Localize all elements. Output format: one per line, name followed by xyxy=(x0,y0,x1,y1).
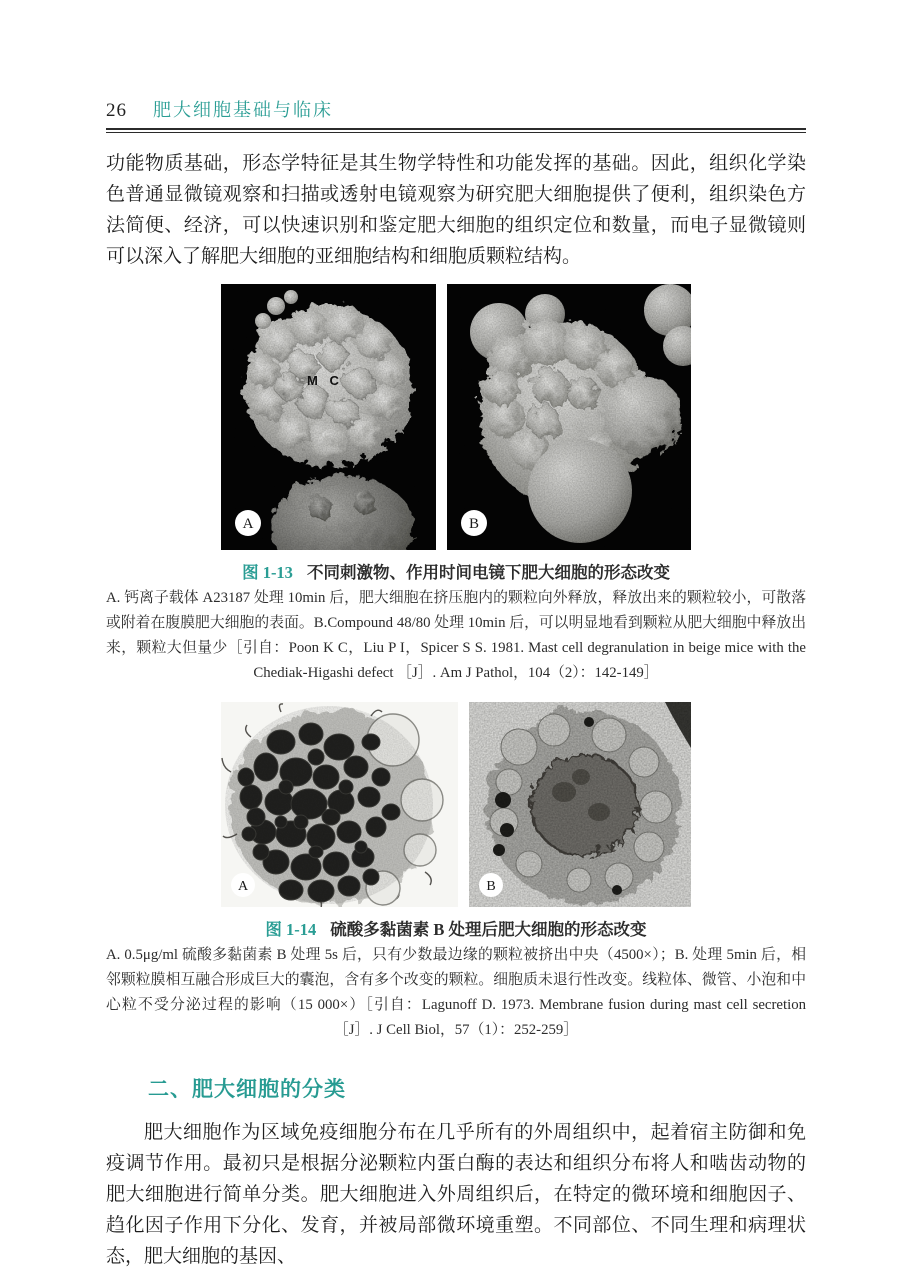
section-heading-classification: 二、肥大细胞的分类 xyxy=(148,1078,346,1101)
film-grain-overlay xyxy=(447,284,691,550)
figure-1-13-label: 图 1-13 xyxy=(242,563,293,582)
figure-1-13-panel-b-image xyxy=(447,284,691,550)
figure-1-14-title-text: 硫酸多黏菌素 B 处理后肥大细胞的形态改变 xyxy=(330,920,647,939)
figure-1-14-label: 图 1-14 xyxy=(265,920,317,939)
panel-b-letter: B xyxy=(486,879,496,894)
panel-b-badge xyxy=(461,510,487,536)
figure-1-14-caption: A. 0.5μg/ml 硫酸多黏菌素 B 处理 5s 后，只有少数最边缘的颗粒被挤出中央（4500×）；B. 处理 5min 后，相邻颗粒膜相互融合形成巨大的囊泡，含有多个改变的颗粒。细胞质未退行性改变。线粒体、微管、小泡和中心粒不受分泌过程的影响（15 000×）［引自：Lagunoff D. 1973. Membrane fusion during mast cell secretion ［J］. J Cell Biol，57（1）：252-259］ xyxy=(106,947,806,1038)
tem-grain-overlay xyxy=(469,702,691,907)
panel-a-letter: A xyxy=(242,516,254,532)
figure-1-14-panel-a-image xyxy=(221,702,458,907)
paragraph-morphology: 功能物质基础，形态学特征是其生物学特性和功能发挥的基础。因此，组织化学染色普通显微镜观察和扫描或透射电镜观察为研究肥大细胞提供了便利，组织染色方法简便、经济，可以快速识别和鉴定肥大细胞的组织定位和数量，而电子显微镜则可以深入了解肥大细胞的亚细胞结构和细胞质颗粒结构。 xyxy=(106,153,806,267)
figure-1-13-panel-a-image xyxy=(221,284,436,550)
running-head-book-title: 肥大细胞基础与临床 xyxy=(153,100,333,120)
panel-b-badge xyxy=(479,873,503,897)
panel-b-letter: B xyxy=(468,516,480,532)
page-header xyxy=(106,96,806,122)
panel-a-letter: A xyxy=(237,879,249,894)
figure-1-14-panel-b-image xyxy=(469,702,691,907)
figure-1-13-title xyxy=(106,559,806,583)
film-grain-overlay xyxy=(221,284,436,550)
panel-a-badge xyxy=(235,510,261,536)
figure-1-13 xyxy=(221,284,691,550)
page-number: 26 xyxy=(106,100,127,121)
figure-1-14-title xyxy=(106,916,806,940)
header-double-rule xyxy=(106,128,806,133)
mast-cell-annotation: M C xyxy=(307,373,343,388)
figure-1-13-caption: A. 钙离子载体 A23187 处理 10min 后，肥大细胞在挤压胞内的颗粒向外释放，释放出来的颗粒较小，可散落或附着在腹膜肥大细胞的表面。B.Compound 48/80 处理 10min 后，可以明显地看到颗粒从肥大细胞中释放出来，颗粒大但量少［引自：Poon K C，Liu P I，Spicer S S. 1981. Mast cell degranulation in beige mice with the Chediak-Higashi defect ［J］. Am J Pathol，104（2）：142-149］ xyxy=(106,590,806,681)
paragraph-classification: 肥大细胞作为区域免疫细胞分布在几乎所有的外周组织中，起着宿主防御和免疫调节作用。最初只是根据分泌颗粒内蛋白酶的表达和组织分布将人和啮齿动物的肥大细胞进行简单分类。肥大细胞进入外周组织后，在特定的微环境和细胞因子、趋化因子作用下分化、发育，并被局部微环境重塑。不同部位、不同生理和病理状态，肥大细胞的基因、 xyxy=(106,1122,806,1267)
panel-a-badge xyxy=(231,873,255,897)
figure-1-14 xyxy=(221,702,691,907)
figure-1-13-title-text: 不同刺激物、作用时间电镜下肥大细胞的形态改变 xyxy=(306,563,670,582)
